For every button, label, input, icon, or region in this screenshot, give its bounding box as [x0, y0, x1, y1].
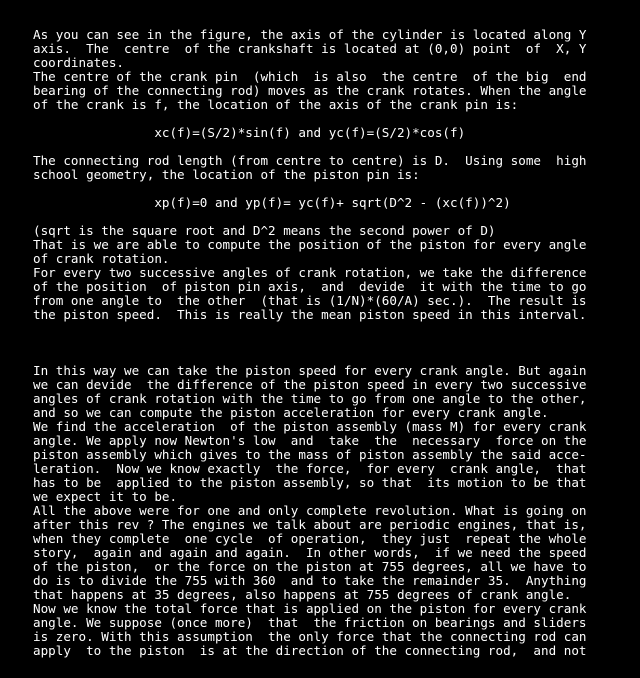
text-line: after this rev ? The engines we talk about are periodic engines, that is, [33, 517, 587, 532]
text-line: that happens at 35 degrees, also happens at 755 degrees of crank angle. [33, 587, 572, 602]
text-line: of the piston, or the force on the piston at 755 degrees, all we have to [33, 559, 587, 574]
text-line [33, 336, 633, 350]
text-line: Now we know the total force that is applied on the piston for every crank [33, 601, 587, 616]
text-line: school geometry, the location of the piston pin is: [33, 167, 420, 182]
text-line: (sqrt is the square root and D^2 means the second power of D) [33, 223, 496, 238]
text-line: the piston speed. This is really the mean piston speed in this interval. [33, 307, 587, 322]
text-line: when they complete one cycle of operation, they just repeat the whole [33, 531, 587, 546]
text-line: As you can see in the figure, the axis of the cylinder is located along Y [33, 27, 587, 42]
text-line: apply to the piston is at the direction of the connecting rod, and not [33, 643, 587, 658]
text-line: We find the acceleration of the piston assembly (mass M) for every crank [33, 419, 587, 434]
text-line: has to be applied to the piston assembly, so that its motion to be that [33, 475, 587, 490]
text-line: of crank rotation. [33, 251, 170, 266]
text-line [33, 210, 633, 224]
text-line [33, 112, 633, 126]
text-line: angle. We suppose (once more) that the friction on bearings and sliders [33, 615, 587, 630]
text-line [33, 182, 633, 196]
text-line: The centre of the crank pin (which is also the centre of the big end [33, 69, 587, 84]
text-line: leration. Now we know exactly the force, for every crank angle, that [33, 461, 587, 476]
text-line: of the position of piston pin axis, and devide it with the time to go [33, 279, 587, 294]
text-line: coordinates. [33, 55, 124, 70]
text-line: The connecting rod length (from centre to centre) is D. Using some high [33, 153, 587, 168]
text-line: That is we are able to compute the position of the piston for every angle [33, 237, 587, 252]
document-text [33, 28, 633, 658]
text-line: we expect it to be. [33, 489, 178, 504]
text-line [33, 140, 633, 154]
text-line: and so we can compute the piston acceleration for every crank angle. [33, 405, 549, 420]
text-line: In this way we can take the piston speed for every crank angle. But again [33, 363, 587, 378]
text-line: angles of crank rotation with the time to go from one angle to the other, [33, 391, 587, 406]
text-line [33, 350, 633, 364]
text-line: piston assembly which gives to the mass of piston assembly the said acce- [33, 447, 587, 462]
text-line: of the crank is f, the location of the axis of the crank pin is: [33, 97, 519, 112]
text-line: is zero. With this assumption the only force that the connecting rod can [33, 629, 587, 644]
text-line: For every two successive angles of crank rotation, we take the difference [33, 265, 587, 280]
text-line: story, again and again and again. In other words, if we need the speed [33, 545, 587, 560]
text-line: angle. We apply now Newton's low and take the necessary force on the [33, 433, 587, 448]
text-line: xp(f)=0 and yp(f)= yc(f)+ sqrt(D^2 - (xc(f))^2) [33, 195, 511, 210]
text-line: All the above were for one and only complete revolution. What is going on [33, 503, 587, 518]
text-line: axis. The centre of the crankshaft is located at (0,0) point of X, Y [33, 41, 587, 56]
text-line: bearing of the connecting rod) moves as the crank rotates. When the angle [33, 83, 587, 98]
text-line: xc(f)=(S/2)*sin(f) and yc(f)=(S/2)*cos(f) [33, 125, 466, 140]
text-line: from one angle to the other (that is (1/N)*(60/A) sec.). The result is [33, 293, 587, 308]
text-line: we can devide the difference of the piston speed in every two successive [33, 377, 587, 392]
text-line [33, 322, 633, 336]
text-line: do is to divide the 755 with 360 and to take the remainder 35. Anything [33, 573, 587, 588]
